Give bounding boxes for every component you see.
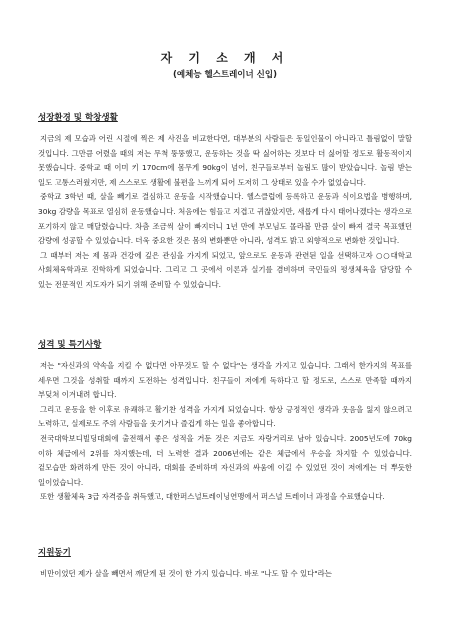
section-body <box>38 567 412 582</box>
document-title: 자 기 소 개 서 <box>160 51 290 65</box>
paragraph: 전국대학보디빌딩대회에 출전해서 좋은 성적을 거둔 것은 지금도 자랑거리로 남아 있습니다. 2005년도에 70kg 이하 체급에서 2위를 차지했는데, 더 노력한 결과 2006년에는 같은 체급에서 우승을 차지할 수 있었습니다. 겉모습만 화려하게 만든 것이 아니라, 대회를 준비하며 자신과의 싸움에 이길 수 있었던 것이 저에게는 더 뿌듯한 일이었습니다. <box>38 433 412 487</box>
paragraph: 저는 "자신과의 약속을 지킬 수 없다면 아무것도 할 수 없다"는 생각을 가지고 있습니다. 그래서 한가지의 목표를 세우면 그것을 성취할 때까지 도전하는 성격입니다. 친구들이 저에게 독하다고 할 정도로, 스스로 만족할 때까지 부딪쳐 이겨내려 합니다. <box>38 361 412 400</box>
section-growth-school-life <box>38 111 412 293</box>
section-body <box>38 132 412 293</box>
paragraph: 지금의 제 모습과 어린 시절에 찍은 제 사진을 비교한다면, 대부분의 사람들은 동일인물이 아니라고 틀림없이 말할 것입니다. 그만큼 어렸을 때의 저는 무척 뚱뚱했고, 운동하는 것을 딱 싫어하는 것보다 더 싫어할 정도로 활동적이지 못했습니다. 중학교 때 이미 키 170cm에 몸무게 90kg이 넘어, 친구들로부터 놀림도 많이 받았습니다. 놀림 받는 일도 고통스러웠지만, 제 스스로도 생활에 불편을 느끼게 되어 도저히 그 상태로 있을 수가 없었습니다. <box>38 134 412 187</box>
section-heading: 성격 및 특기사항 <box>38 340 102 350</box>
paragraph: 비만이었던 제가 살을 빼면서 깨닫게 된 것이 한 가지 있습니다. 바로 "나도 할 수 있다"라는 <box>40 569 332 578</box>
paragraph: 그리고 운동을 한 이후로 유쾌하고 활기찬 성격을 가지게 되었습니다. 항상 긍정적인 생각과 웃음을 잃지 않으려고 노력하고, 실제로도 주위 사람들을 웃기거나 즐겁게 하는 일을 좋아합니다. <box>38 404 412 429</box>
section-heading: 지원동기 <box>38 548 71 558</box>
paragraph: 또한 생활체육 3급 자격증을 취득했고, 대한퍼스널트레이닝연맹에서 퍼스널 트레이너 과정을 수료했습니다. <box>40 492 385 502</box>
section-motivation <box>38 546 412 582</box>
document-subtitle: (예체능 헬스트레이너 신입) <box>172 70 277 80</box>
section-heading: 성장환경 및 학창생활 <box>38 113 118 123</box>
section-personality-skills <box>38 338 412 505</box>
section-body <box>38 359 412 505</box>
paragraph: 그 때부터 저는 제 몸과 건강에 깊은 관심을 가지게 되었고, 앞으로도 운동과 관련된 일을 선택하고자 ○○대학교 사회체육학과로 진학하게 되었습니다. 그리고 그 곳에서 이론과 실기를 겸비하며 국민들의 평생체육을 담당할 수 있는 전문적인 지도자가 되기 위해 준비할 수 있었습니다. <box>38 250 412 289</box>
paragraph: 중학교 3학년 때, 살을 빼기로 결심하고 운동을 시작했습니다. 헬스클럽에 등록하고 운동과 식이요법을 병행하며, 30kg 감량을 목표로 열심히 운동했습니다. 처음에는 힘들고 지겹고 귀찮았지만, 새롭게 다시 태어나겠다는 생각으로 포기하지 않고 매달렸습니다. 차츰 조금씩 살이 빠지더니 1년 만에 부모님도 몰라볼 만큼 살이 빠져 결국 목표했던 감량에 성공할 수 있었습니다. 더욱 중요한 것은 몸의 변화뿐만 아니라, 성격도 밝고 외향적으로 변화한 것입니다. <box>38 192 412 246</box>
